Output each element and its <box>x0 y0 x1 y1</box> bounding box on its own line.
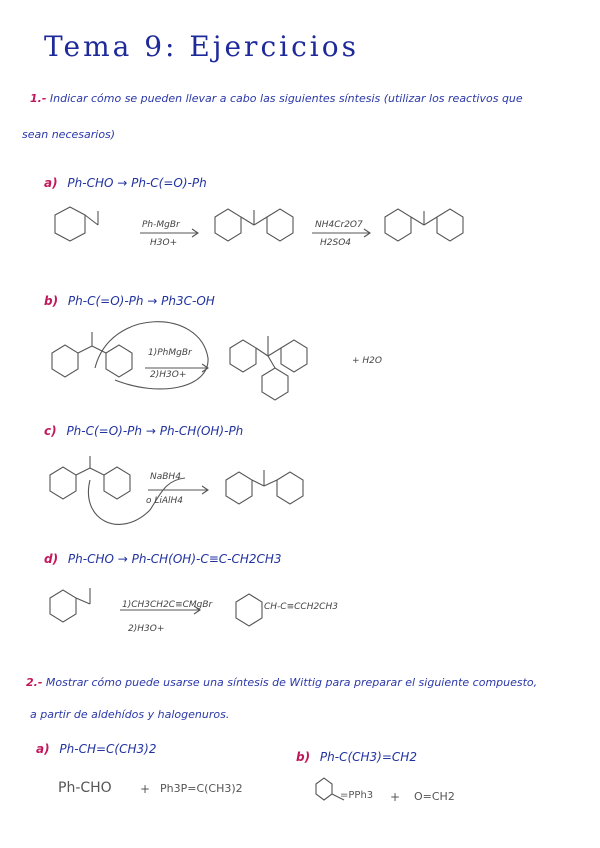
item-a-scheme <box>40 205 520 270</box>
item-b-reagent-bottom: 2)H3O+ <box>150 370 187 380</box>
item-c-reagent-top: NaBH4 <box>150 472 181 482</box>
item-2b-reaction: Ph-C(CH3)=CH2 <box>319 750 417 764</box>
page-title: Tema 9: Ejercicios <box>44 30 359 63</box>
item-2a-reaction: Ph-CH=C(CH3)2 <box>59 742 157 756</box>
item-b-header <box>44 294 215 308</box>
item-d-scheme <box>40 580 340 645</box>
item-c-header <box>44 424 243 438</box>
benzene-ring <box>55 207 85 241</box>
item-a-reagent-2-top: NH4Cr2O7 <box>315 220 363 230</box>
question-2-line-2: a partir de aldehídos y halogenuros. <box>30 708 230 721</box>
question-2-number: 2.- <box>26 676 43 689</box>
item-a-header <box>44 176 207 190</box>
item-2b-reagent-1: =PPh3 <box>340 790 374 801</box>
item-2b-reagent-2: O=CH2 <box>414 790 455 803</box>
item-2b-plus: + <box>390 790 401 804</box>
item-2b-header <box>296 750 417 764</box>
item-c-reaction: Ph-C(=O)-Ph → Ph-CH(OH)-Ph <box>66 424 244 438</box>
item-c-label: c) <box>44 424 57 438</box>
item-d-reagent-bottom: 2)H3O+ <box>128 624 165 634</box>
item-2a-reagent-2: Ph3P=C(CH3)2 <box>160 782 243 795</box>
item-2a-reagent-1: Ph-CHO <box>58 780 112 796</box>
item-a-reagent-1-bottom: H3O+ <box>150 238 178 248</box>
item-a-reagent-1-top: Ph-MgBr <box>142 220 180 230</box>
item-d-reaction: Ph-CHO → Ph-CH(OH)-C≡C-CH2CH3 <box>67 552 282 566</box>
question-1-line-1 <box>30 92 523 105</box>
question-1-line-2: sean necesarios) <box>22 128 116 141</box>
question-2-text-1: Mostrar cómo puede usarse una síntesis de Wittig para preparar el siguiente compuesto, <box>45 676 538 689</box>
item-2b-label: b) <box>296 750 311 764</box>
item-a-label: a) <box>44 176 58 190</box>
item-b-reaction: Ph-C(=O)-Ph → Ph3C-OH <box>67 294 215 308</box>
item-b-label: b) <box>44 294 59 308</box>
item-2a-plus: + <box>140 782 151 796</box>
item-a-reagent-2-bottom: H2SO4 <box>320 238 352 248</box>
item-b-reagent-top: 1)PhMgBr <box>148 348 192 358</box>
item-c-reagent-bottom: o LiAlH4 <box>146 496 184 506</box>
question-2-line-1 <box>26 676 537 689</box>
item-d-reagent-top: 1)CH3CH2C≡CMgBr <box>122 600 213 610</box>
question-1-number: 1.- <box>30 92 47 105</box>
item-2a-header <box>36 742 156 756</box>
item-d-label: d) <box>44 552 59 566</box>
item-d-header <box>44 552 282 566</box>
item-c-scheme <box>40 450 360 540</box>
item-a-reaction: Ph-CHO → Ph-C(=O)-Ph <box>67 176 207 190</box>
question-1-text-1: Indicar cómo se pueden llevar a cabo las siguientes síntesis (utilizar los reactivos que <box>49 92 523 105</box>
item-d-product: CH-C≡CCH2CH3 <box>264 602 338 612</box>
item-b-byproduct: + H2O <box>352 356 382 366</box>
item-2a-label: a) <box>36 742 50 756</box>
